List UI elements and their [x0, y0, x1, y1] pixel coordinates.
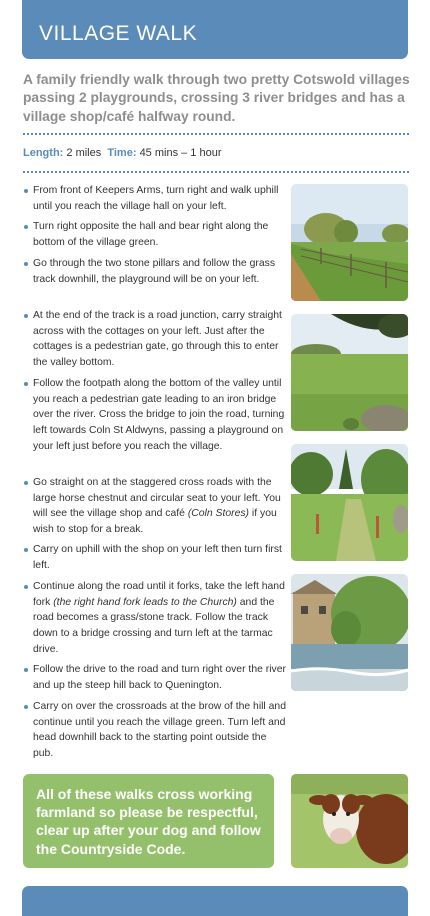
step-8-tail: and the road becomes a grass/stone track. Follow the track down to a bridge crossing and turn left at the tarmac drive.: [33, 596, 275, 655]
step-5: Follow the footpath along the bottom of the valley until you reach a pedestrian gate leading to an iron bridge over the river. Cross the bridge to join the road, turning left towards Coln St Aldwyns, passing a playground on your left just before you reach the village.: [23, 376, 288, 455]
step-6: [23, 475, 288, 538]
step-3: Go through the two stone pillars and follow the grass track downhill, the playground will be on your left.: [23, 256, 288, 287]
step-8: [23, 579, 288, 658]
intro-text: A family friendly walk through two pretty Cotswold villages passing 2 playgrounds, crossing 3 river bridges and has a village shop/café halfway round.: [23, 72, 410, 124]
step-2: Turn right opposite the hall and bear right along the bottom of the village green.: [23, 219, 288, 250]
divider-bottom: [23, 171, 409, 173]
countryside-code-notice: [23, 774, 274, 868]
grass-track-photo: [291, 444, 408, 561]
valley-meadow-photo: [291, 314, 408, 431]
step-6-text: Go straight on at the staggered cross roads with the large horse chestnut and circular seat to your left. You will see the village shop and café: [33, 477, 281, 520]
countryside-fence-photo: [291, 184, 408, 301]
step-6-tail: if you wish to stop for a break.: [33, 508, 277, 536]
page-title: VILLAGE WALK: [39, 22, 198, 45]
title-banner: [22, 0, 408, 59]
step-4: At the end of the track is a road junction, carry straight across with the cottages on your left. Just after the cottages is a pedestrian gate, go through this to enter the valley bottom.: [23, 308, 288, 371]
step-7: Carry on uphill with the shop on your left then turn first left.: [23, 542, 288, 573]
time-label: Time:: [107, 147, 137, 159]
length-value: 2 miles: [66, 147, 102, 159]
footer-banner: [22, 886, 408, 916]
walk-meta: [23, 147, 222, 159]
river-cottage-photo: [291, 574, 408, 691]
time-value: 45 mins – 1 hour: [139, 147, 222, 159]
step-1: From front of Keepers Arms, turn right and walk uphill until you reach the village hall on your left.: [23, 183, 288, 214]
divider-top: [23, 133, 409, 135]
notice-text: All of these walks cross working farmland so please be respectful, clear up after your dog and follow the Countryside Code.: [36, 786, 261, 857]
step-9: Follow the drive to the road and turn right over the river and up the steep hill back to Quenington.: [23, 662, 288, 693]
length-label: Length:: [23, 147, 64, 159]
step-6-italic: (Coln Stores): [187, 508, 250, 520]
step-10: Carry on over the crossroads at the brow of the hill and continue until you reach the village green. Turn left and head downhill back to the starting point outside the pub.: [23, 699, 288, 762]
step-8-text: Continue along the road until it forks, take the left hand fork: [33, 581, 285, 608]
step-8-italic: (the right hand fork leads to the Church): [53, 596, 237, 608]
cow-photo: [291, 774, 408, 868]
